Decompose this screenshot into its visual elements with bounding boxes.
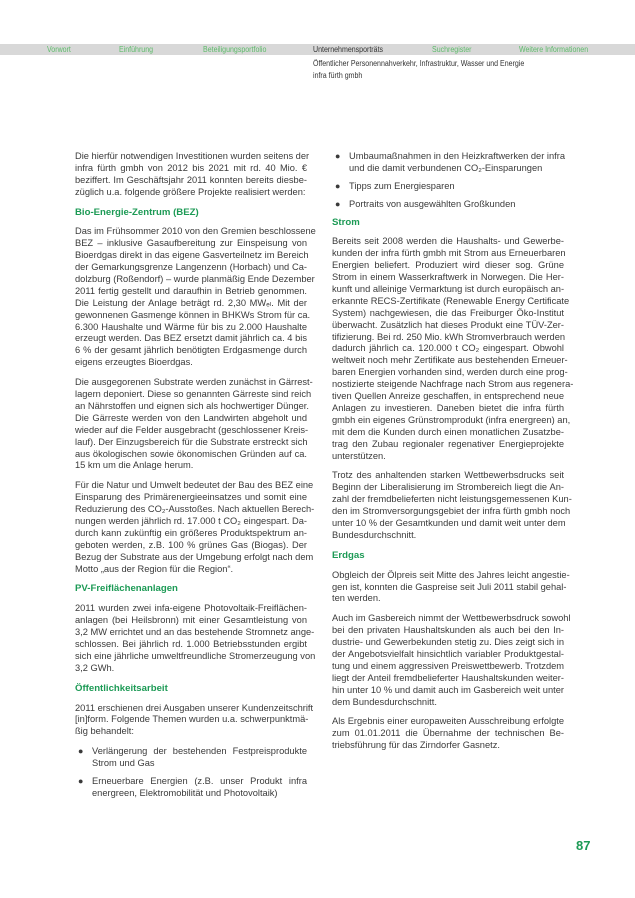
text-line: Energien beliefert. Produziert wird dieser sog. Grüne xyxy=(332,260,564,271)
text-line: Obgleich der Ölpreis seit Mitte des Jahres leicht angestie- xyxy=(332,569,570,580)
text-line: Trotz des anhaltenden starken Wettbewerbsdrucks seit xyxy=(332,470,564,481)
text-line: BEZ – inklusive Gasaufbereitung zur Einspeisung von xyxy=(75,238,307,249)
text-line: Auch im Gasbereich nimmt der Wettbewerbsdruck sowohl xyxy=(332,613,571,624)
bullet-item xyxy=(332,181,564,193)
text-line: 15 km um die Anlage herum. xyxy=(75,460,194,471)
text-line: Beginn der Liberalisierung im Strombereich liegt die An- xyxy=(332,482,564,493)
nav-vorwort[interactable]: Vorwort xyxy=(47,45,71,54)
bullet-item xyxy=(75,776,307,800)
text-line: ßig behandelt: xyxy=(75,726,134,737)
text-line: schlossen. Bei jährlich rd. 1.000 Betriebsstunden ergibt xyxy=(75,638,307,649)
text-line: tifizierung. Bei rd. 250 Mio. kWh Stromverbrauch werden xyxy=(332,331,566,342)
text-line: an Nährstoffen und eignen sich als hochwertiger Dünger. xyxy=(75,400,309,411)
text-line: tiven Quellen Anreize geschaffen, in entsprechend neue xyxy=(332,391,564,402)
text-line: überwacht. Zusätzlich hat dieses Produkt eine TÜV-Zer- xyxy=(332,319,564,330)
text-line: energreen, Elektromobilität und Photovoltaik) xyxy=(92,787,278,798)
text-line: 6 % der gesamt jährlich benötigten Erdgasmenge durch xyxy=(75,345,307,356)
paragraph xyxy=(75,226,316,369)
section-heading: PV-Freiflächenanlagen xyxy=(75,583,178,595)
section-breadcrumb: Öffentlicher Personennahverkehr, Infrastruktur, Wasser und Energie xyxy=(313,59,525,68)
section-heading: Strom xyxy=(332,216,360,228)
company-name: infra fürth gmbh xyxy=(313,71,363,80)
text-line: Erneuerbare Energien (z.B. unser Produkt infra xyxy=(92,776,307,787)
text-line: bei den privaten Haushaltskunden als auch bei den In- xyxy=(332,625,564,636)
text-line: 3,2 GWh. xyxy=(75,662,115,673)
text-line: den im Stromversorgungsgebiet der infra fürth gmbh noch xyxy=(332,506,571,517)
text-line: lauf). Der Einzugsbereich für die Substrate erstreckt sich xyxy=(75,436,308,447)
text-line: gewonnenen Gasmenge können in BHKWs Strom für ca. xyxy=(75,309,311,320)
text-line: Anlagen zu investieren. Daneben bietet die infra fürth xyxy=(332,402,564,413)
text-line: Umbaumaßnahmen in den Heizkraftwerken der infra xyxy=(349,151,565,161)
text-line: erkannte RECS-Zertifikate (Renewable Energy Certificate xyxy=(332,295,570,306)
text-line: Das im Frühsommer 2010 von den Gremien beschlossene xyxy=(75,226,316,237)
text-line: anlagen (bei Heilsbronn) mit einer Gesamtleistung von xyxy=(75,615,307,626)
text-line: tung und einem aggressiven Preiswettbewerb. Trotzdem xyxy=(332,660,565,671)
text-line: 3,2 MW errichtet und an das bestehende Stromnetz ange- xyxy=(75,627,315,638)
text-line: Strom in einem Wasserkraftwerk in Norwegen. Die Her- xyxy=(332,272,564,283)
text-line: Bezug der Substrate aus der Umgebung erfolgt nach dem xyxy=(75,551,314,562)
text-line: Die Leistung der Anlage beträgt rd. 2,30 MWₑₗ. Mit der xyxy=(75,297,307,308)
bullet-item xyxy=(75,746,307,770)
text-line: dolzburg (Roßendorf) – wurde planmäßig Ende Dezember xyxy=(75,274,315,285)
text-line: zum 01.01.2011 die Übernahme der technischen Be- xyxy=(332,728,564,739)
paragraph xyxy=(332,569,570,606)
paragraph xyxy=(75,480,315,575)
paragraph xyxy=(75,603,316,674)
bullet-icon: ● xyxy=(335,180,341,191)
text-line: und die damit verbundenen CO₂-Einsparungen xyxy=(349,162,543,173)
text-line: lagern deponiert. Diese so genannten Gärreste sind reich xyxy=(75,389,312,400)
paragraph xyxy=(332,716,564,752)
text-line: geboten werden, z.B. 100 % grünes Gas (Biogas). Der xyxy=(75,539,307,550)
bullet-icon: ● xyxy=(78,746,84,757)
text-line: Einsparung des Primärenergieeinsatzes und somit eine xyxy=(75,492,307,503)
text-line: beziffert. Im Geschäftsjahr 2011 konnten bereits diesbe- xyxy=(75,174,307,185)
paragraph xyxy=(75,377,313,472)
text-line: baren Energien vorhanden sind, werden durch eine prog- xyxy=(332,367,568,378)
text-line: Verlängerung der bestehenden Festpreisprodukte xyxy=(92,746,307,757)
page-number: 87 xyxy=(576,838,591,853)
nav-beteiligungsportfolio[interactable]: Beteiligungsportfolio xyxy=(203,45,267,54)
text-line: nostizierte steigende Nachfrage nach Strom aus regenera- xyxy=(332,379,574,390)
text-line: ten werden. xyxy=(332,593,381,604)
text-line: Motto „aus der Region für die Region“. xyxy=(75,563,234,574)
nav-suchregister[interactable]: Suchregister xyxy=(432,45,472,54)
text-line: der Gemarkungsgrenze Langenzenn (Horbach) und Ca- xyxy=(75,262,307,273)
text-line: 2011 fertig gestellt und daraufhin in Betrieb genommen. xyxy=(75,285,307,296)
text-line: 2011 erschienen drei Ausgaben unserer Kundenzeitschrift xyxy=(75,702,314,713)
bullet-icon: ● xyxy=(335,151,341,161)
text-line: nungen werden jährlich rd. 17.000 t CO₂ eingespart. Da- xyxy=(75,515,308,526)
text-line: Die Gärreste werden von den Landwirten abgeholt und xyxy=(75,412,307,423)
text-line: eigens erzeugtes Bioerdgas. xyxy=(75,357,193,368)
text-line: Tipps zum Energiesparen xyxy=(349,180,455,191)
text-line: dem Bundesdurchschnitt. xyxy=(332,696,437,707)
text-line: unter 10 % der Gesamtkunden und damit weit unter dem xyxy=(332,517,566,528)
text-line: Als Ergebnis einer europaweiten Ausschreibung erfolgte xyxy=(332,716,564,727)
text-line: 6.300 Haushalte und Wärme für bis zu 2.000 Haushalte xyxy=(75,321,307,332)
bullet-item xyxy=(332,199,564,211)
text-line: Für die Natur und Umwelt bedeutet der Bau des BEZ eine xyxy=(75,480,314,491)
text-line: kunft und alleinige Vermarktung ist durch europäisch an- xyxy=(332,284,565,295)
nav-einfuehrung[interactable]: Einführung xyxy=(119,45,154,54)
text-line: Bundesdurchschnitt. xyxy=(332,529,417,540)
text-line: der Angebotsvielfalt hinsichtlich variabler Produktgestal- xyxy=(332,648,564,659)
bullet-item xyxy=(332,151,564,175)
text-line: zahl der fremdbelieferten nicht leistungsgemessenen Kun- xyxy=(332,494,572,505)
text-line: durch kann zukünftig ein größeres Produktspektrum an- xyxy=(75,527,307,538)
paragraph xyxy=(332,470,572,541)
text-line: dustrie- und Gewerbekunden stetig zu. Dies zeigt sich in xyxy=(332,637,565,648)
text-line: unterstützen. xyxy=(332,450,386,461)
text-line: System) nachgewiesen, die das Freiburger Öko-Institut xyxy=(332,307,564,318)
text-line: Die ausgegorenen Substrate werden zunächst in Gärrest- xyxy=(75,377,313,388)
section-heading: Erdgas xyxy=(332,549,365,561)
text-line: Reduzierung des CO₂-Ausstoßes. Nach aktuellen Berech- xyxy=(75,504,315,515)
right-column xyxy=(332,151,574,760)
paragraph xyxy=(75,702,314,739)
text-line: aus ökologischen sowie ökonomischen Gründen auf ca. xyxy=(75,448,307,459)
text-line: gen ist, konnten die Gaspreise seit Juli 2011 stabil gehal- xyxy=(332,581,567,592)
text-line: trag den Zubau regionaler regenativer Energieprojekte xyxy=(332,438,564,449)
text-line: züglich u.a. folgende größere Projekte realisiert werden: xyxy=(75,186,306,197)
nav-unternehmensportraets[interactable]: Unternehmensporträts xyxy=(313,45,384,54)
text-line: sich eine jährliche umweltfreundliche Stromerzeugung von xyxy=(75,650,316,661)
text-line: weltweit noch mehr Zertifikate aus bestehenden Erneuer- xyxy=(332,355,568,366)
text-line: Bioerdgas direkt in das eigene Gasverteilnetz im Bereich xyxy=(75,250,309,261)
nav-weitere-informationen[interactable]: Weitere Informationen xyxy=(519,45,589,54)
paragraph xyxy=(332,613,571,708)
text-line: kunden der infra fürth gmbh mit Strom aus Erneuerbaren xyxy=(332,248,566,259)
paragraph xyxy=(75,151,310,199)
top-navigation xyxy=(0,44,635,55)
text-line: dadurch jährlich ca. 120.000 t CO₂ eingespart. Obwohl xyxy=(332,343,564,354)
text-line: wieder auf die Felder ausgebracht (geschlossener Kreis- xyxy=(75,424,309,435)
text-line: [in]form. Folgende Themen wurden u.a. schwerpunktmä- xyxy=(75,714,309,725)
text-line: Die hierfür notwendigen Investitionen wurden seitens der xyxy=(75,151,310,161)
text-line: gmbh ein eigenes Grünstromprodukt (infra energreen) an, xyxy=(332,414,571,425)
text-line: Bereits seit 2008 werden die Haushalts- und Gewerbe- xyxy=(332,236,564,247)
text-line: triebsführung für das Zirndorfer Gasnetz. xyxy=(332,740,500,751)
left-column xyxy=(75,151,316,806)
text-line: Portraits von ausgewählten Großkunden xyxy=(349,198,516,209)
bullet-icon: ● xyxy=(335,198,341,209)
text-line: hin unter 10 % und damit auch im Gasbereich weit unter xyxy=(332,684,564,695)
text-line: Strom und Gas xyxy=(92,758,155,769)
section-heading: Bio-Energie-Zentrum (BEZ) xyxy=(75,206,199,218)
text-line: liegt der Anteil fremdbelieferter Haushaltskunden weiter- xyxy=(332,672,564,683)
text-line: infra fürth gmbh von 2012 bis 2021 mit rd. 40 Mio. € xyxy=(75,162,307,173)
text-line: 2011 wurden zwei infa-eigene Photovoltaik-Freiflächen- xyxy=(75,603,307,614)
bullet-icon: ● xyxy=(78,776,84,787)
section-heading: Öffentlichkeitsarbeit xyxy=(75,682,168,694)
paragraph xyxy=(332,236,574,462)
text-line: mit dem die Kunden durch einen monatlichen Zusatzbe- xyxy=(332,426,564,437)
text-line: erzeugt werden. Das BEZ ersetzt damit jährlich ca. 4 bis xyxy=(75,333,307,344)
